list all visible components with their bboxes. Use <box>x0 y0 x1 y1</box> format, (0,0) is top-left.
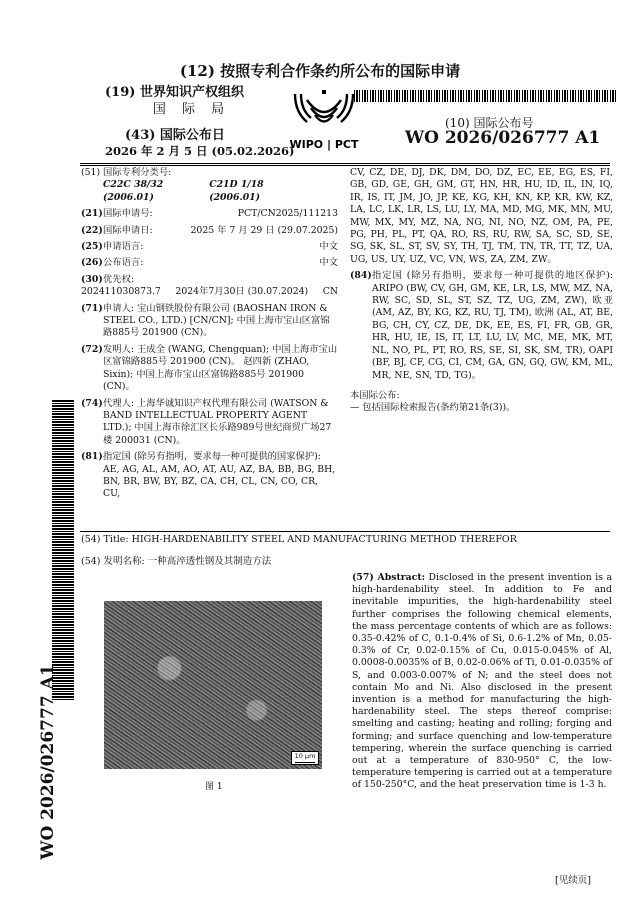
right-column <box>350 167 613 415</box>
figure-caption: 图 1 <box>205 782 223 792</box>
field-agent: (74) 代理人: 上海华诚知识产权代理有限公司 (WATSON & BAND INTELLECTUAL PROPERTY AGENT LTD.); 中国上海市徐汇区长乐路989号世纪商贸广场27楼 200031 (CN)。 <box>81 398 338 448</box>
field-ipc <box>81 167 338 204</box>
agent: 代理人: 上海华诚知识产权代理有限公司 (WATSON & BAND INTELLECTUAL PROPERTY AGENT LTD.); 中国上海市徐汇区长乐路989号世纪商贸广场27楼 200031 (CN)。 <box>103 397 332 446</box>
micrograph-figure <box>104 601 322 769</box>
document-title: (12) 按照专利合作条约所公布的国际申请 <box>179 62 461 80</box>
field-filing-lang: (25) 申请语言: 中文 <box>81 241 338 253</box>
priority-date: 2024年7月30日 (30.07.2024) <box>175 286 309 298</box>
filing-date: 2025 年 7 月 29 日 (29.07.2025) <box>190 224 338 236</box>
org-subname: 国 际 局 <box>152 102 231 117</box>
continued-note: [见续页] <box>555 875 591 886</box>
designated-national: 指定国 (除另有指明，要求每一种可提供的国家保护): AE, AG, AL, AM, AO, AT, AU, AZ, BA, BB, BG, BH, BN, BR, BW, BY, BZ, CA, CH, CL, CN, CO, CR, CU, <box>103 451 336 500</box>
designated-national-cont: CV, CZ, DE, DJ, DK, DM, DO, DZ, EC, EE, EG, ES, FI, GB, GD, GE, GH, GM, GT, HN, HR, HU, ID, IL, IN, IQ, IR, IS, IT, JM, JO, JP, KE, KG, KH, KN, KP, KR, KW, KZ, LA, LC, LK, LR, LS, LU, LY, MA, MD, MG, MK, MN, MU, MW, MX, MY, MZ, NA, NG, NI, NO, NZ, OM, PA, PE, PG, PH, PL, PT, QA, RO, RS, RU, RW, SA, SC, SD, SE, SG, SK, SL, ST, SV, SY, TH, TJ, TM, TN, TR, TT, TZ, UA, UG, US, UY, UZ, VC, VN, WS, ZA, ZM, ZW。 <box>350 167 613 265</box>
ipc-label: (51) 国际专利分类号: <box>81 167 172 178</box>
header-rule <box>80 163 610 164</box>
pub-lang-label: 公布语言: <box>103 257 144 269</box>
wipo-logo-icon <box>285 88 363 156</box>
bibliographic-fields <box>81 167 338 505</box>
scale-bar-label: 10 μm <box>294 752 316 760</box>
filing-lang-label: 申请语言: <box>103 241 144 253</box>
priority-country: CN <box>322 286 338 298</box>
title-english: (54) Title: HIGH-HARDENABILITY STEEL AND MANUFACTURING METHOD THEREFOR <box>81 534 517 545</box>
pub-lang: 中文 <box>319 257 338 269</box>
field-filing-date: (22) 国际申请日: 2025 年 7 月 29 日 (29.07.2025) <box>81 224 338 236</box>
abstract-text: Disclosed in the present invention is a high-hardenability steel. In addition to Fe and inevitable impurities, the high-hardenability steel further comprises the following chemical elements, the mass percentage contents of which are as follows: 0.35-0.42% of C, 0.1-0.4% of Si, 0.6-1.2% of Mn, 0.05-0.3% of Cr, 0.02-0.15% of Cu, 0.015-0.045% of Al, 0.0008-0.0035% of B, 0.02-0.06% of Ti, 0.01-0.035% of S, and 0.003-0.007% of N; and the steel does not contain Mo and Ni. Also disclosed in the present invention is a method for manufacturing the high-hardenability steel. The steps thereof comprise: smelting and casting; heating and rolling; forging and forming; and surface quenching and low-temperature tempering, wherein the surface quenching is carried out at a temperature of 830-950° C, the low-temperature tempering is carried out at a temperature of 150-250°C, and the heat preservation time is 1-3 h. <box>352 572 612 791</box>
app-no: PCT/CN2025/111213 <box>237 208 338 220</box>
org-name: 世界知识产权组织 <box>139 85 244 100</box>
priority-label: 优先权: <box>103 273 135 285</box>
field-pub-lang: (26) 公布语言: 中文 <box>81 257 338 269</box>
barcode <box>354 90 616 102</box>
ipc-2: C21D 1/18 (2006.01) <box>209 179 264 203</box>
logo-text: WIPO | PCT <box>289 138 359 151</box>
filing-date-label: 国际申请日: <box>103 224 153 236</box>
applicant: 申请人: 宝山钢铁股份有限公司 (BAOSHAN IRON & STEEL CO., LTD.) [CN/CN]; 中国上海市宝山区富锦路885号 201900 (CN)。 <box>103 302 330 339</box>
inventors: 发明人: 王成全 (WANG, Chengquan); 中国上海市宝山区富锦路885号 201900 (CN)。 赵四新 (ZHAO, Sixin); 中国上海市宝山区富锦路885号 201900 (CN)。 <box>103 343 338 393</box>
abstract-label: (57) Abstract: <box>352 572 426 583</box>
organization-name <box>105 84 244 118</box>
ipc-1: C22C 38/32 (2006.01) <box>103 179 164 203</box>
title-rule <box>80 531 610 532</box>
app-no-label: 国际申请号: <box>103 208 153 220</box>
abstract <box>352 572 612 792</box>
field-inventors: (72) 发明人: 王成全 (WANG, Chengquan); 中国上海市宝山区富锦路885号 201900 (CN)。 赵四新 (ZHAO, Sixin); 中国上海市宝山区富锦路885号 201900 (CN)。 <box>81 343 338 393</box>
pub-number: WO 2026/026777 A1 <box>405 128 601 148</box>
filing-lang: 中文 <box>319 241 338 253</box>
field-designated-regional: (84) 指定国 (除另有指明，要求每一种可提供的地区保护): ARIPO (BW, CV, GH, GM, KE, LR, LS, MW, MZ, NA, RW, SC, SD, SL, ST, SZ, TZ, UG, ZM, ZW), 欧亚 (AM, AZ, BY, KG, KZ, RU, TJ, TM), 欧洲 (AL, AT, BE, BG, CH, CY, CZ, DE, DK, EE, ES, FI, FR, GB, GR, HR, HU, IE, IS, IT, LT, LU, LV, MC, ME, MK, MT, NL, NO, PL, PT, RO, RS, SE, SI, SK, SM, TR), OAPI (BF, BJ, CF, CG, CI, CM, GA, GN, GQ, GW, KM, ML, MR, NE, SN, TD, TG)。 <box>350 270 613 381</box>
side-pub-number: WO 2026/026777 A1 <box>38 664 58 860</box>
pub-number-label: (10) 国际公布号 <box>445 116 534 130</box>
header-rule-2 <box>80 165 610 166</box>
pub-date: 2026 年 2 月 5 日 (05.02.2026) <box>105 144 295 158</box>
designated-regional: 指定国 (除另有指明，要求每一种可提供的地区保护): ARIPO (BW, CV, GH, GM, KE, LR, LS, MW, MZ, NA, RW, SC, SD, SL, ST, SZ, TZ, UG, ZM, ZW), 欧亚 (AM, AZ, BY, KG, KZ, RU, TJ, TM), 欧洲 (AL, AT, BE, BG, CH, CY, CZ, DE, DK, EE, ES, FI, FR, GB, GR, HR, HU, IE, IS, IT, LT, LU, LV, MC, ME, MK, MT, NL, NO, PL, PT, RO, RS, SE, SI, SK, SM, TR), OAPI (BF, BJ, CF, CG, CI, CM, GA, GN, GQ, GW, KM, ML, MR, NE, SN, TD, TG)。 <box>372 270 613 381</box>
org-number: (19) <box>105 85 136 100</box>
field-priority: (30) 优先权: 202411030873.7 2024年7月30日 (30.07.2024) CN <box>81 273 338 298</box>
field-applicant: (71) 申请人: 宝山钢铁股份有限公司 (BAOSHAN IRON & STEEL CO., LTD.) [CN/CN]; 中国上海市宝山区富锦路885号 201900 (CN)。 <box>81 303 338 340</box>
published-label: 本国际公布: <box>350 389 400 401</box>
pub-date-label: (43) 国际公布日 <box>125 128 225 143</box>
priority-number: 202411030873.7 <box>81 286 161 298</box>
published-item: — 包括国际检索报告(条约第21条(3))。 <box>350 402 516 414</box>
field-app-no: (21) 国际申请号: PCT/CN2025/111213 <box>81 208 338 220</box>
title-chinese: (54) 发明名称: 一种高淬透性钢及其制造方法 <box>81 556 272 567</box>
field-designated-national: (81) 指定国 (除另有指明，要求每一种可提供的国家保护): AE, AG, AL, AM, AO, AT, AU, AZ, BA, BB, BG, BH, BN, BR, BW, BY, BZ, CA, CH, CL, CN, CO, CR, CU, <box>81 451 338 501</box>
scale-bar <box>291 751 319 765</box>
